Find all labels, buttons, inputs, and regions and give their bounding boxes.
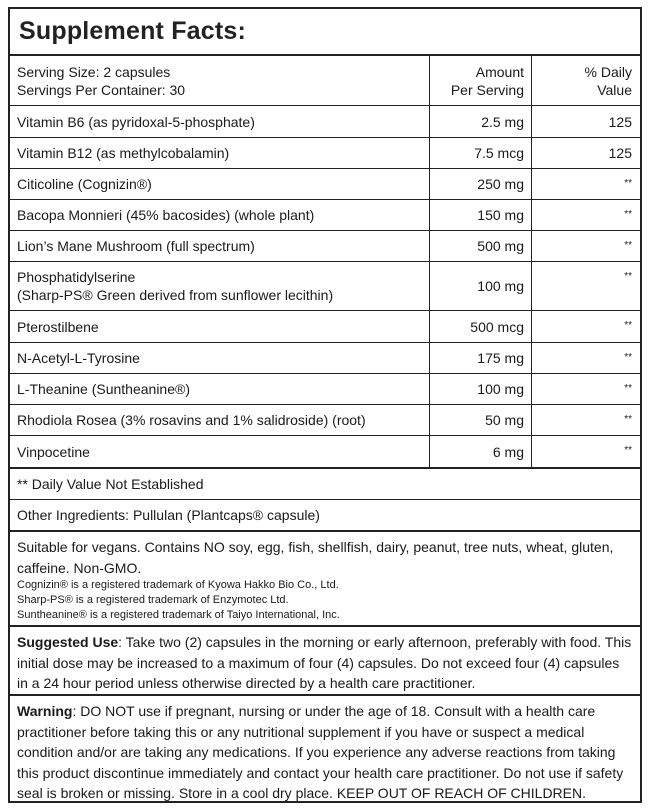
- dv-header-line1: % Daily: [584, 63, 632, 80]
- warning-text: : DO NOT use if pregnant, nursing or under the age of 18. Consult with a health care practitioner before taking this or any nutritional supplement if you have or suspect a medical condition and/or are taking any medications. If you experience any adverse reactions from taking this product discontinue immediately and contact your health care practitioner. Do not use if safety seal is broken or missing. Store in a cool dry place. KEEP OUT OF REACH OF CHILDREN.: [17, 703, 624, 801]
- ingredient-row: [10, 262, 640, 311]
- ingredient-amount: 100 mg: [477, 381, 524, 397]
- ingredient-row: [10, 106, 640, 138]
- ingredient-name: Vitamin B6 (as pyridoxal-5-phosphate): [17, 113, 255, 130]
- ingredient-dv: **: [624, 271, 632, 282]
- ingredient-amount: 100 mg: [477, 278, 524, 294]
- ingredient-name-detail: (Sharp-PS® Green derived from sunflower lecithin): [17, 287, 334, 303]
- suggested-use: [10, 627, 640, 696]
- ingredient-dv: **: [624, 320, 632, 331]
- supplement-facts-label: [8, 7, 642, 803]
- servings-per-container: Servings Per Container: 30: [17, 81, 186, 98]
- ingredient-amount: 50 mg: [485, 412, 524, 428]
- ingredient-dv: 125: [608, 113, 632, 130]
- amount-header: [430, 56, 532, 105]
- header-row: [10, 56, 640, 106]
- ingredient-amount: 6 mg: [492, 443, 524, 460]
- other-ingredients: Other Ingredients: Pullulan (Plantcaps® capsule): [10, 500, 640, 532]
- ingredient-amount: 2.5 mg: [481, 113, 524, 130]
- amount-header-line2: Per Serving: [450, 81, 524, 98]
- serving-size: Serving Size: 2 capsules: [17, 63, 171, 80]
- ingredient-dv: **: [624, 445, 632, 456]
- ingredient-name: Bacopa Monnieri (45% bacosides) (whole plant): [17, 207, 315, 223]
- serving-info: [10, 56, 430, 105]
- ingredient-dv: **: [624, 240, 632, 251]
- amount-header-line1: Amount: [475, 63, 524, 80]
- ingredient-amount: 250 mg: [477, 176, 524, 192]
- ingredient-dv: **: [624, 178, 632, 189]
- dv-header-line2: Value: [597, 81, 632, 98]
- ingredient-name: Vitamin B12 (as methylcobalamin): [17, 145, 230, 161]
- ingredient-name: Pterostilbene: [17, 318, 99, 335]
- warning-label: Warning: [17, 703, 73, 719]
- ingredient-row: [10, 138, 640, 169]
- ingredient-name: Phosphatidylserine: [17, 269, 136, 285]
- warning: [10, 696, 640, 801]
- ingredient-row: [10, 169, 640, 200]
- ingredient-amount: 7.5 mcg: [474, 145, 524, 161]
- trademark-sharp-ps: Sharp-PS® is a registered trademark of Enzymotec Ltd.: [17, 594, 289, 606]
- suggested-use-label: Suggested Use: [17, 634, 119, 650]
- ingredient-dv: 125: [608, 145, 632, 161]
- ingredient-dv: **: [624, 209, 632, 220]
- ingredient-row: [10, 311, 640, 343]
- ingredient-amount: 150 mg: [477, 207, 524, 223]
- ingredient-dv: **: [624, 414, 632, 425]
- ingredient-name: Lion’s Mane Mushroom (full spectrum): [17, 238, 255, 254]
- ingredient-dv: **: [624, 352, 632, 363]
- ingredient-name: Citicoline (Cognizin®): [17, 176, 152, 192]
- ingredient-name: Rhodiola Rosea (3% rosavins and 1% salidroside) (root): [17, 412, 366, 428]
- ingredient-row: [10, 436, 640, 469]
- ingredient-row: [10, 343, 640, 374]
- trademark-cognizin: Cognizin® is a registered trademark of Kyowa Hakko Bio Co., Ltd.: [17, 579, 339, 591]
- ingredient-row: [10, 200, 640, 231]
- ingredient-amount: 500 mg: [477, 238, 524, 254]
- ingredient-amount: 175 mg: [477, 350, 524, 366]
- daily-value-footnote: ** Daily Value Not Established: [10, 469, 640, 500]
- ingredient-row: [10, 374, 640, 405]
- ingredient-name: Vinpocetine: [17, 443, 90, 460]
- ingredient-dv: **: [624, 383, 632, 394]
- ingredient-name: L-Theanine (Suntheanine®): [17, 381, 190, 397]
- ingredient-row: [10, 405, 640, 436]
- ingredient-amount: 500 mcg: [470, 318, 524, 335]
- suggested-use-text: : Take two (2) capsules in the morning or early afternoon, preferably with food. This initial dose may be increased to a maximum of four (4) capsules. Do not exceed four (4) capsules in a 24 hour period unless otherwise directed by a health care practitioner.: [17, 634, 632, 691]
- label-title: Supplement Facts:: [10, 9, 640, 56]
- ingredient-row: [10, 231, 640, 262]
- allergen-statement: [10, 532, 640, 627]
- ingredient-name: N-Acetyl-L-Tyrosine: [17, 350, 140, 366]
- allergen-text: Suitable for vegans. Contains NO soy, egg, fish, shellfish, dairy, peanut, tree nuts, wheat, gluten, caffeine. Non-GMO.: [17, 539, 614, 576]
- dv-header: [532, 56, 640, 105]
- trademark-suntheanine: Suntheanine® is a registered trademark of Taiyo International, Inc.: [17, 609, 340, 621]
